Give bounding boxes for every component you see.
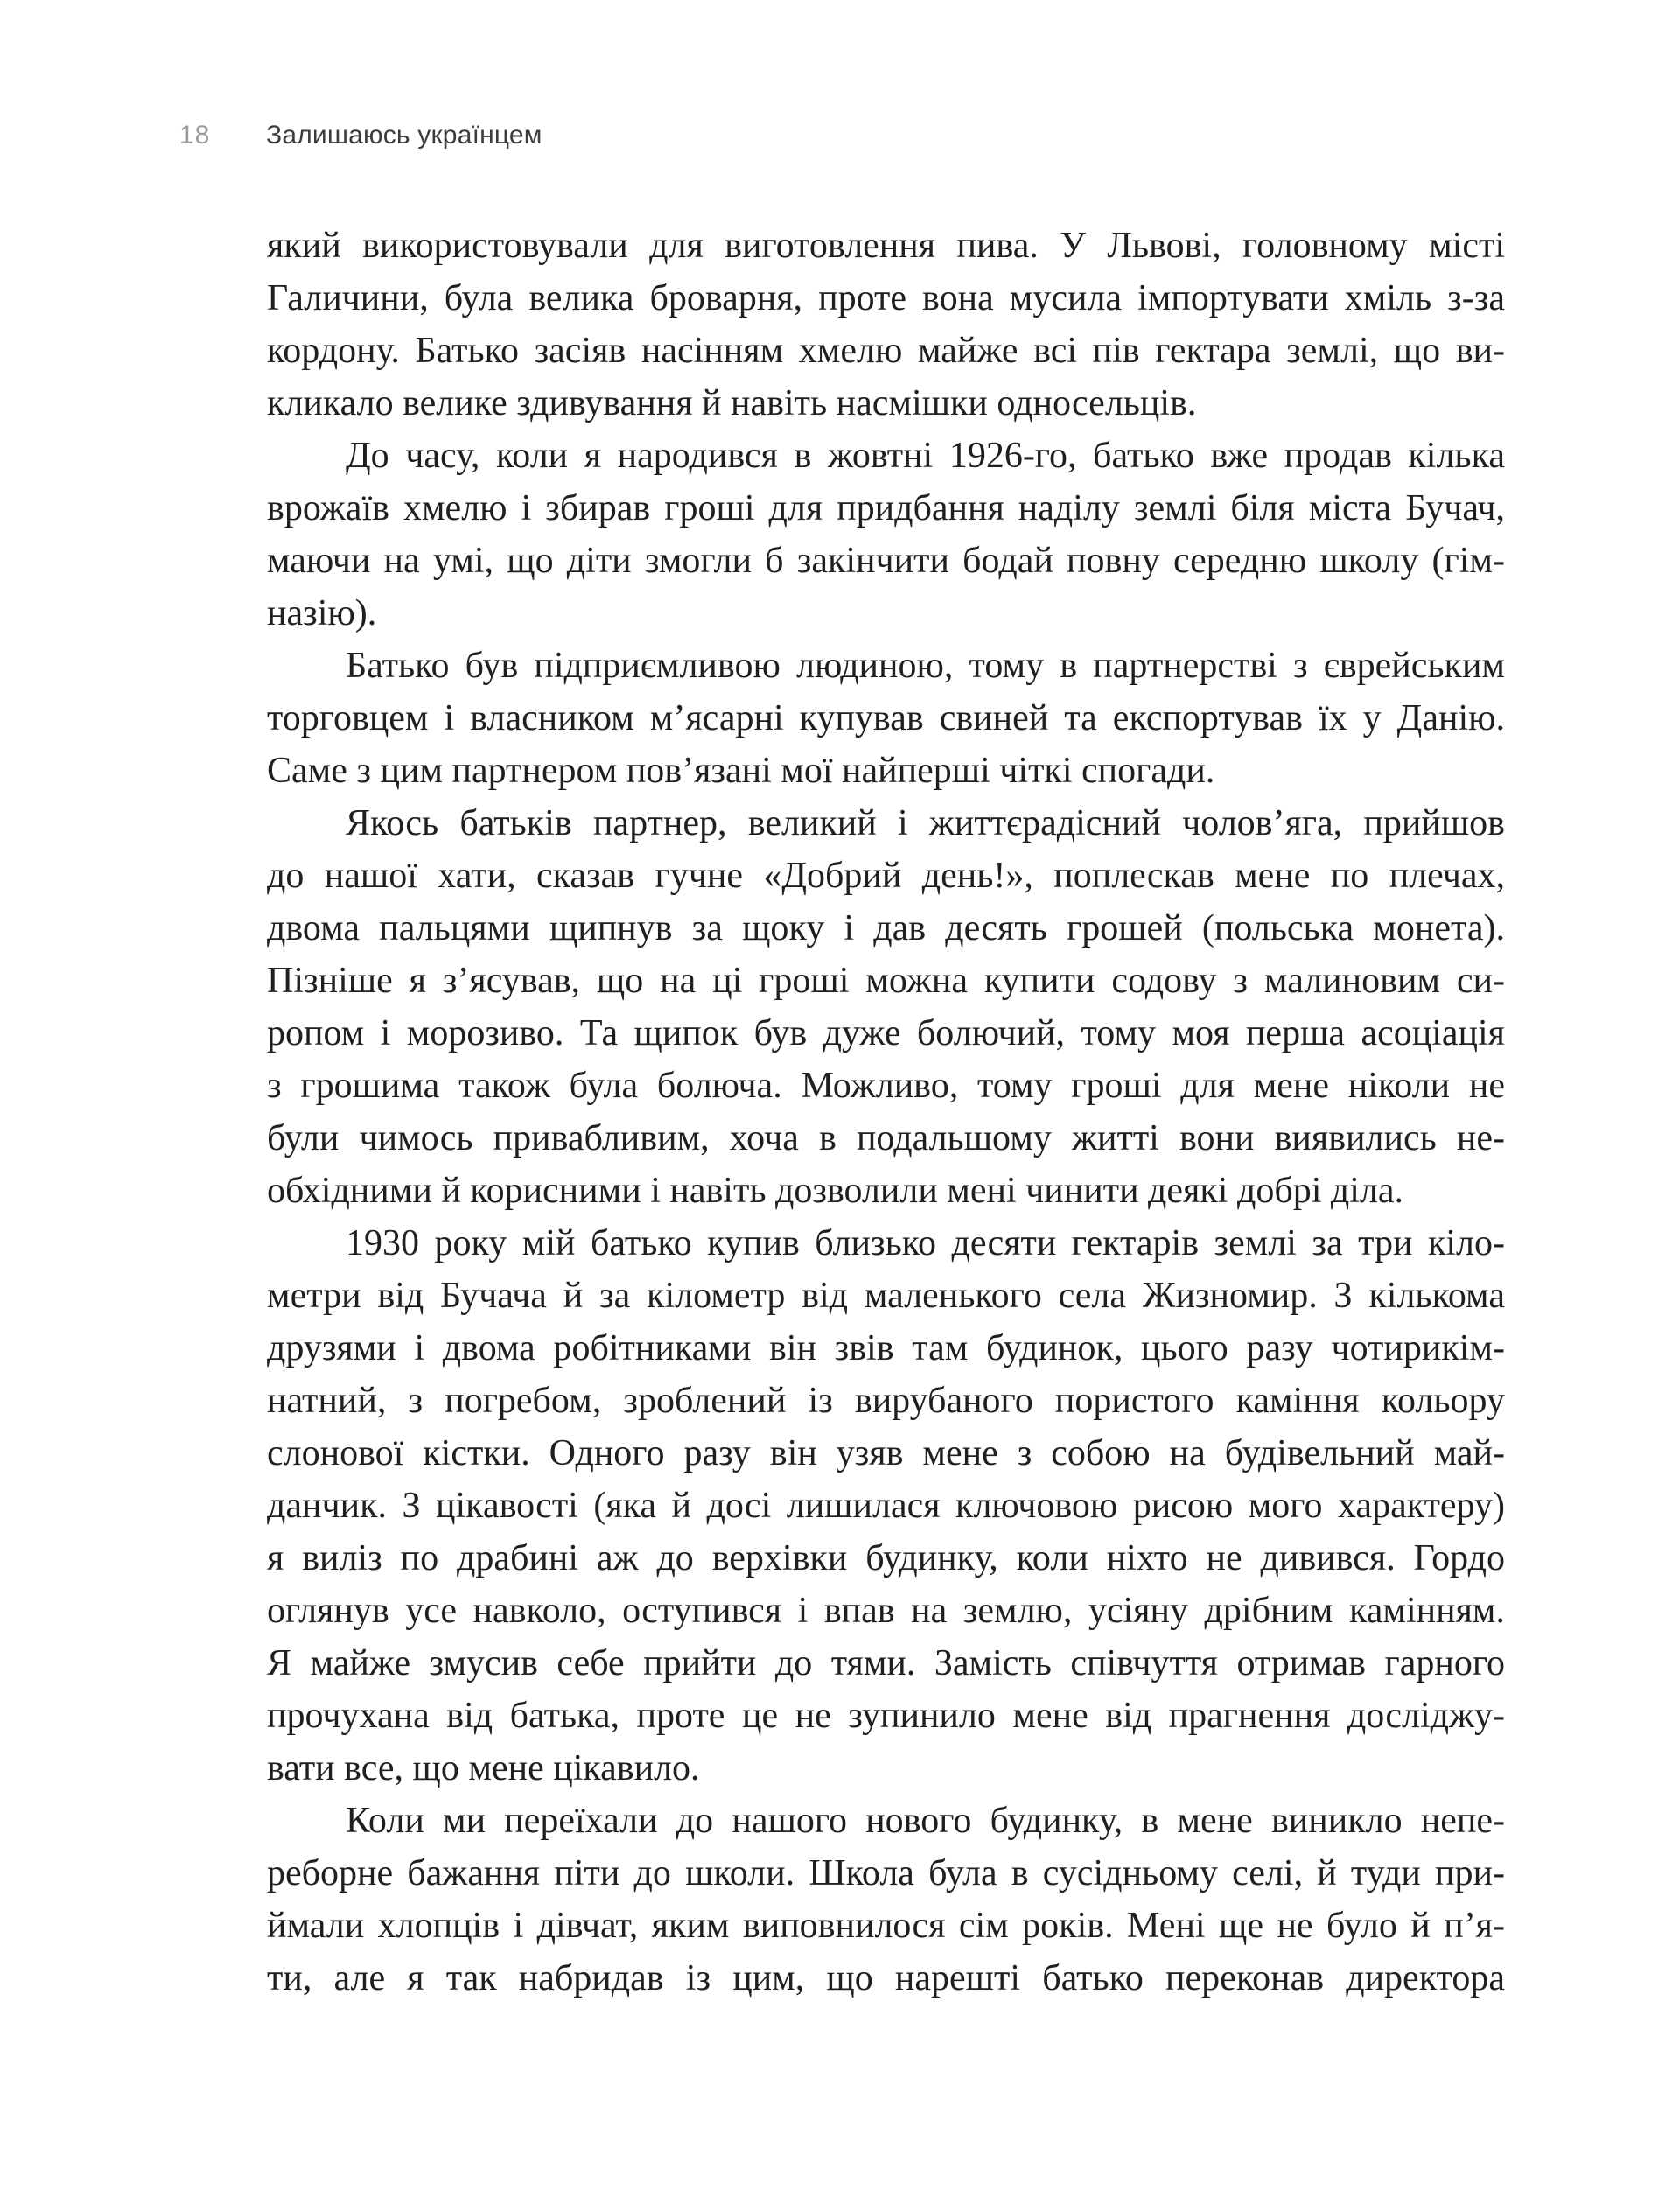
page-body-text <box>267 220 1505 2005</box>
paragraph <box>267 430 1505 640</box>
text-line: маючи на умі, що діти змогли б закінчити бодай повну середню школу (гім- <box>267 541 1505 581</box>
text-line: Пізніше я з’ясував, що на ці гроші можна купити содову з малиновим си- <box>267 961 1505 1001</box>
page-number: 18 <box>179 121 211 150</box>
text-line: реборне бажання піти до школи. Школа була в сусідньому селі, й туди при- <box>267 1853 1505 1893</box>
text-line: до нашої хати, сказав гучне «Добрий день!», поплескав мене по плечах, <box>267 856 1505 896</box>
text-line: вати все, що мене цікавило. <box>267 1748 700 1788</box>
text-line: обхідними й корисними і навіть дозволили мені чинити деякі добрі діла. <box>267 1171 1404 1211</box>
text-line: натний, з погребом, зроблений із вирубаного пористого каміння кольору <box>267 1381 1505 1421</box>
text-line: ти, але я так набридав із цим, що нарешті батько переконав директора <box>267 1958 1505 1998</box>
running-header <box>0 122 1680 151</box>
text-line: були чимось привабливим, хоча в подальшому житті вони виявились не- <box>267 1118 1505 1158</box>
paragraph <box>267 797 1505 1217</box>
paragraph <box>267 1217 1505 1795</box>
text-line: Саме з цим партнером пов’язані мої найперші чіткі спогади. <box>267 751 1215 791</box>
text-line: Я майже змусив себе прийти до тями. Замість співчуття отримав гарного <box>267 1643 1505 1683</box>
text-line: оглянув усе навколо, оступився і впав на землю, усіяну дрібним камінням. <box>267 1591 1505 1631</box>
paragraph <box>267 1795 1505 2005</box>
text-line: з грошима також була болюча. Можливо, тому гроші для мене ніколи не <box>267 1066 1505 1106</box>
text-line: торговцем і власником м’ясарні купував свиней та експортував їх у Данію. <box>267 698 1505 738</box>
text-line: ймали хлопців і дівчат, яким виповнилося сім років. Мені ще не було й п’я- <box>267 1906 1505 1946</box>
text-line: який використовували для виготовлення пива. У Львові, головному місті <box>267 226 1505 266</box>
text-line: назію). <box>267 593 377 633</box>
text-line: метри від Бучача й за кілометр від маленького села Жизномир. З кількома <box>267 1276 1505 1316</box>
text-line: кордону. Батько засіяв насінням хмелю майже всі пів гектара землі, що ви- <box>267 331 1505 371</box>
text-line: двома пальцями щипнув за щоку і дав десять грошей (польська монета). <box>267 908 1505 948</box>
text-line: прочухана від батька, проте це не зупинило мене від прагнення досліджу- <box>267 1696 1505 1736</box>
text-line: Коли ми переїхали до нашого нового будинку, в мене виникло непе- <box>346 1801 1505 1841</box>
text-line: 1930 року мій батько купив близько десяти гектарів землі за три кіло- <box>346 1223 1505 1263</box>
text-line: кликало велике здивування й навіть насмішки односельців. <box>267 383 1197 423</box>
text-line: врожаїв хмелю і збирав гроші для придбання наділу землі біля міста Бучач, <box>267 488 1505 528</box>
text-line: Якось батьків партнер, великий і життєрадісний чолов’яга, прийшов <box>346 803 1505 843</box>
running-title: Залишаюсь українцем <box>266 121 542 150</box>
text-line: ропом і морозиво. Та щипок був дуже болючий, тому моя перша асоціація <box>267 1013 1505 1053</box>
text-line: слонової кістки. Одного разу він узяв мене з собою на будівельний май- <box>267 1433 1505 1473</box>
text-line: друзями і двома робітниками він звів там будинок, цього разу чотирикім- <box>267 1328 1505 1368</box>
text-line: Галичини, була велика броварня, проте вона мусила імпортувати хміль з-за <box>267 278 1505 318</box>
paragraph <box>267 640 1505 797</box>
text-line: Батько був підприємливою людиною, тому в партнерстві з єврейським <box>346 646 1505 686</box>
text-line: До часу, коли я народився в жовтні 1926-го, батько вже продав кілька <box>346 436 1505 476</box>
paragraph <box>267 220 1505 430</box>
text-line: я виліз по драбині аж до верхівки будинку, коли ніхто не дивився. Гордо <box>267 1538 1505 1578</box>
text-line: данчик. З цікавості (яка й досі лишилася ключовою рисою мого характеру) <box>267 1486 1505 1526</box>
